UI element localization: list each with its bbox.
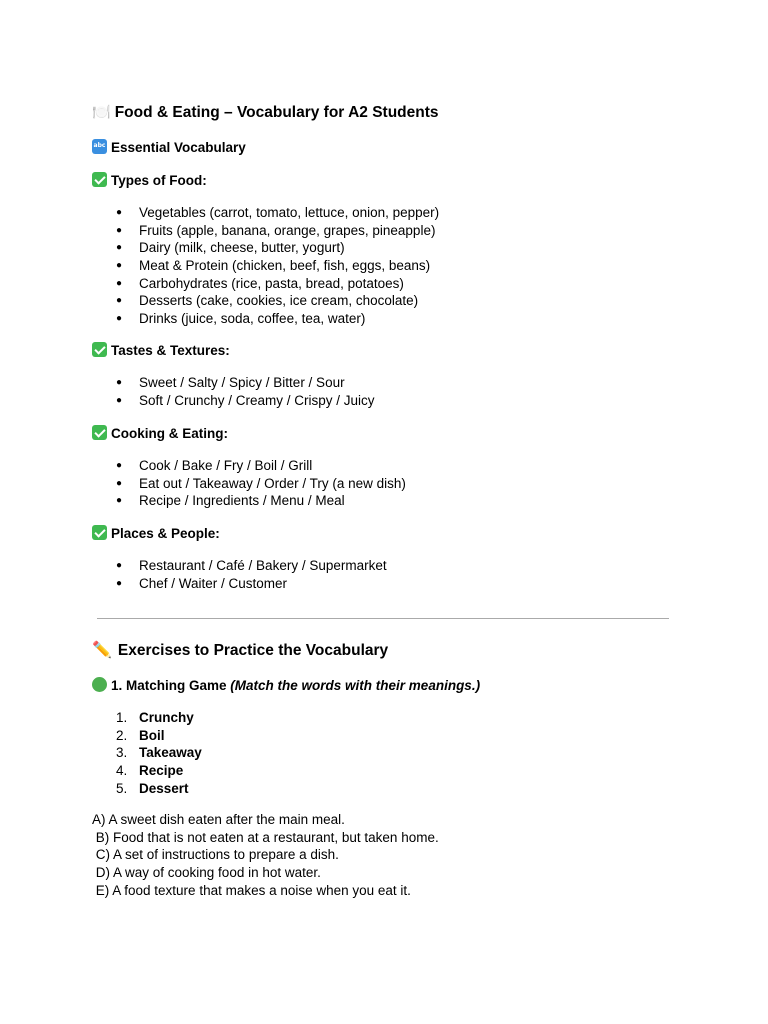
cooking-eating-heading (92, 425, 228, 443)
definition-item: C) A set of instructions to prepare a dish. (92, 847, 339, 863)
types-of-food-label: Types of Food: (111, 173, 207, 188)
bullet-icon: ● (116, 277, 123, 289)
places-people-heading (92, 525, 220, 543)
abc-icon: abc (92, 139, 107, 154)
plate-icon: 🍽️ (92, 104, 111, 121)
list-item: ● Vegetables (carrot, tomato, lettuce, onion, pepper) (116, 205, 440, 220)
matching-game-instruction: (Match the words with their meanings.) (230, 678, 481, 693)
bullet-icon: ● (116, 242, 123, 254)
list-item: 2. Boil (116, 727, 165, 743)
list-item: ● Sweet / Salty / Spicy / Bitter / Sour (116, 375, 345, 390)
tastes-textures-heading (92, 342, 230, 360)
list-item: ● Dairy (milk, cheese, butter, yogurt) (116, 240, 345, 256)
green-circle-icon (92, 677, 107, 692)
places-people-list (0, 557, 387, 592)
matching-game-heading (92, 677, 480, 695)
list-item: ● Meat & Protein (chicken, beef, fish, eggs, beans) (116, 258, 431, 274)
list-item: ● Chef / Waiter / Customer (116, 575, 288, 591)
check-mark-icon (92, 172, 107, 187)
list-item: ● Restaurant / Café / Bakery / Supermarket (116, 558, 387, 573)
page-title-text: Food & Eating – Vocabulary for A2 Students (114, 104, 439, 121)
list-item: ● Desserts (cake, cookies, ice cream, chocolate) (116, 293, 419, 309)
list-number: 2. (116, 727, 128, 743)
bullet-icon: ● (116, 495, 123, 507)
exercises-title (92, 641, 388, 661)
bullet-icon: ● (116, 477, 123, 489)
bullet-icon: ● (116, 260, 123, 272)
list-item: 5. Dessert (116, 780, 189, 796)
page-title (92, 103, 439, 123)
places-people-label: Places & People: (111, 526, 220, 541)
list-number: 3. (116, 745, 128, 761)
cooking-eating-list (0, 457, 406, 510)
definition-item: B) Food that is not eaten at a restaurant, but taken home. (92, 829, 439, 845)
list-number: 5. (116, 780, 128, 796)
list-item: ● Fruits (apple, banana, orange, grapes, pineapple) (116, 222, 436, 238)
list-item: ● Drinks (juice, soda, coffee, tea, water) (116, 311, 366, 327)
definition-item: E) A food texture that makes a noise when you eat it. (92, 882, 411, 898)
list-item: ● Eat out / Takeaway / Order / Try (a new dish) (116, 475, 406, 491)
types-of-food-heading (92, 172, 207, 190)
exercises-title-text: Exercises to Practice the Vocabulary (117, 642, 389, 659)
bullet-icon: ● (116, 460, 123, 471)
tastes-textures-list (0, 374, 375, 409)
pencil-icon: ✏️ (92, 642, 112, 659)
types-of-food-list (0, 204, 439, 328)
cooking-eating-label: Cooking & Eating: (111, 426, 228, 441)
bullet-icon: ● (116, 313, 123, 325)
bullet-icon: ● (116, 560, 123, 571)
check-mark-icon (92, 342, 107, 357)
bullet-icon: ● (116, 394, 123, 406)
bullet-icon: ● (116, 207, 123, 218)
list-number: 4. (116, 763, 128, 779)
check-mark-icon (92, 425, 107, 440)
definition-item: A) A sweet dish eaten after the main meal. (92, 812, 345, 827)
check-mark-icon (92, 525, 107, 540)
bullet-icon: ● (116, 377, 123, 388)
bullet-icon: ● (116, 224, 123, 236)
bullet-icon: ● (116, 295, 123, 307)
list-item: ● Recipe / Ingredients / Menu / Meal (116, 493, 345, 509)
list-item: ● Carbohydrates (rice, pasta, bread, potatoes) (116, 275, 404, 291)
list-item: 1. Crunchy (116, 710, 194, 725)
list-number: 1. (116, 710, 128, 725)
bullet-icon: ● (116, 577, 123, 589)
tastes-textures-label: Tastes & Textures: (111, 343, 230, 358)
horizontal-divider (97, 618, 669, 619)
matching-game-label: 1. Matching Game (111, 678, 227, 693)
essential-vocabulary-heading (92, 139, 246, 157)
list-item: 4. Recipe (116, 763, 184, 779)
list-item: 3. Takeaway (116, 745, 202, 761)
list-item: ● Cook / Bake / Fry / Boil / Grill (116, 458, 313, 473)
essential-vocabulary-label: Essential Vocabulary (111, 140, 246, 155)
matching-definitions-list (92, 811, 439, 899)
list-item: ● Soft / Crunchy / Creamy / Crispy / Juicy (116, 392, 375, 408)
definition-item: D) A way of cooking food in hot water. (92, 865, 321, 881)
matching-words-list (0, 709, 202, 797)
